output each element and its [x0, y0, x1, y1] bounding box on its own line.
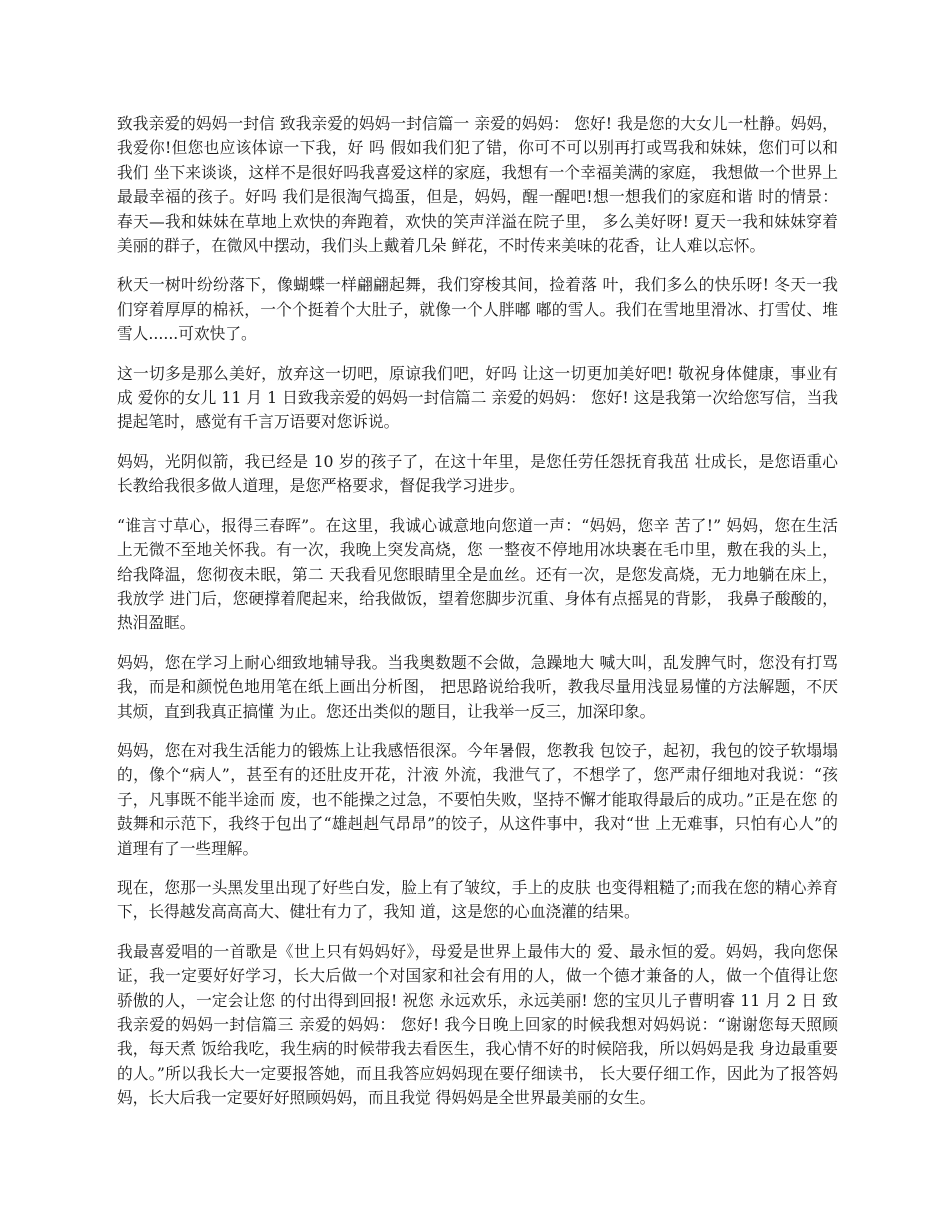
paragraph-3: 这一切多是那么美好，放弃这一切吧，原谅我们吧，好吗 让这一切更加美好吧! 敬祝身体健康，事业有成 爱你的女儿 11 月 1 日致我亲爱的妈妈一封信篇二 亲爱的妈妈： 您好! 这是我第一次给您写信，当我提起笔时，感觉有千言万语要对您诉说。: [117, 363, 838, 432]
paragraph-8: 现在，您那一头黑发里出现了好些白发，脸上有了皱纹，手上的皮肤 也变得粗糙了;而我在您的精心养育下，长得越发高高高大、健壮有力了，我知 道，这是您的心血浇灌的结果。: [117, 877, 838, 922]
paragraph-9: 我最喜爱唱的一首歌是《世上只有妈妈好》，母爱是世界上最伟大的 爱、最永恒的爱。妈妈，我向您保证，我一定要好好学习，长大后做一个对国家和社会有用的人，做一个德才兼备的人，做一个值得让您骄傲的人，一定会让您 的付出得到回报! 祝您 永远欢乐，永远美丽! 您的宝贝儿子曹明睿 11 月 2 日 致我亲爱的妈妈一封信篇三 亲爱的妈妈： 您好! 我今日晚上回家的时候我想对妈妈说：“谢谢您每天照顾我，每天煮 饭给我吃，我生病的时候带我去看医生，我心情不好的时候陪我，所以妈妈是我 身边最重要的人。”所以我长大一定要报答她，而且我答应妈妈现在要仔细读书， 长大要仔细工作，因此为了报答妈妈，长大后我一定要好好照顾妈妈，而且我觉 得妈妈是全世界最美丽的女生。: [117, 941, 838, 1108]
paragraph-4: 妈妈，光阴似箭，我已经是 10 岁的孩子了，在这十年里，是您任劳任怨抚育我茁 壮成长，是您语重心长教给我很多做人道理，是您严格要求，督促我学习进步。: [117, 451, 838, 496]
paragraph-5: “谁言寸草心，报得三春晖”。在这里，我诚心诚意地向您道一声：“妈妈，您辛 苦了!” 妈妈，您在生活上无微不至地关怀我。有一次，我晚上突发高烧，您 一整夜不停地用冰块裹在毛巾里，敷在我的头上，给我降温，您彻夜未眠，第二 天我看见您眼睛里全是血丝。还有一次，是您发高烧，无力地躺在床上，我放学 进门后，您硬撑着爬起来，给我做饭，望着您脚步沉重、身体有点摇晃的背影， 我鼻子酸酸的，热泪盈眶。: [117, 515, 838, 633]
paragraph-2: 秋天一树叶纷纷落下，像蝴蝶一样翩翩起舞，我们穿梭其间，捡着落 叶，我们多么的快乐呀! 冬天一我们穿着厚厚的棉袄，一个个挺着个大肚子，就像一个人胖嘟 嘟的雪人。我们在雪地里滑冰、打雪仗、堆雪人......可欢快了。: [117, 275, 838, 344]
document-body: [117, 112, 838, 1126]
paragraph-1: 致我亲爱的妈妈一封信 致我亲爱的妈妈一封信篇一 亲爱的妈妈： 您好! 我是您的大女儿一杜静。妈妈，我爱你!但您也应该体谅一下我，好 吗 假如我们犯了错，你可不可以别再打或骂我和妹妹，您们可以和我们 坐下来谈谈，这样不是很好吗我喜爱这样的家庭，我想有一个幸福美满的家庭， 我想做一个世界上最最幸福的孩子。好吗 我们是很淘气捣蛋，但是，妈妈，醒一醒吧!想一想我们的家庭和谐 时的情景：春天—我和妹妹在草地上欢快的奔跑着，欢快的笑声洋溢在院子里， 多么美好呀! 夏天一我和妹妹穿着美丽的群子，在微风中摆动，我们头上戴着几朵 鲜花，不时传来美味的花香，让人难以忘怀。: [117, 114, 838, 256]
paragraph-7: 妈妈，您在对我生活能力的锻炼上让我感悟很深。今年暑假，您教我 包饺子，起初，我包的饺子软塌塌的，像个“病人”，甚至有的还肚皮开花，汁液 外流，我泄气了，不想学了，您严肃仔细地对我说：“孩子，凡事既不能半途而 废，也不能操之过急，不要怕失败，坚持不懈才能取得最后的成功。”正是在您 的鼓舞和示范下，我终于包出了“雄赳赳气昂昂”的饺子，从这件事中，我对“世 上无难事，只怕有心人”的道理有了一些理解。: [117, 740, 838, 858]
paragraph-6: 妈妈，您在学习上耐心细致地辅导我。当我奥数题不会做，急躁地大 喊大叫，乱发脾气时，您没有打骂我，而是和颜悦色地用笔在纸上画出分析图， 把思路说给我听，教我尽量用浅显易懂的方法解题，不厌其烦，直到我真正搞懂 为止。您还出类似的题目，让我举一反三，加深印象。: [117, 652, 838, 721]
